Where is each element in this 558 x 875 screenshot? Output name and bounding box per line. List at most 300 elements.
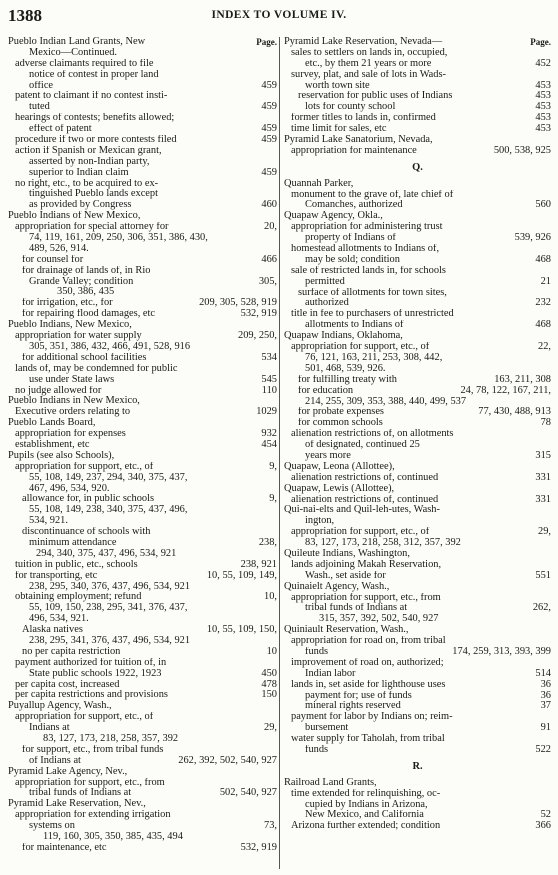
index-subentry-line <box>284 691 551 702</box>
page-reference: 450 <box>261 668 277 679</box>
index-subentry-line <box>8 179 277 190</box>
page-reference: 453 <box>535 113 551 124</box>
page-reference: 9, <box>269 494 277 505</box>
index-subentry-line <box>8 788 277 799</box>
right-index-column <box>284 37 551 832</box>
entry-text: sales to settlers on lands in, occupied, <box>291 47 448 58</box>
page-reference: 52 <box>540 810 551 821</box>
entry-text: New Mexico, and California <box>305 810 424 821</box>
entry-text: water supply for Taholah, from tribal <box>291 734 445 745</box>
index-subentry-line <box>8 494 277 505</box>
entry-text: effect of patent <box>29 124 92 135</box>
index-subentry-line <box>284 386 551 397</box>
page-reference: 22, <box>538 342 551 353</box>
index-entry-heading <box>8 37 277 48</box>
index-entry-heading <box>284 582 551 593</box>
index-subentry-line <box>8 266 277 277</box>
index-entry-heading <box>8 396 277 407</box>
entry-text: lands in, set aside for lighthouse uses <box>291 679 446 690</box>
entry-text: Quinaielt Agency, Wash., <box>284 581 390 592</box>
entry-text: authorized <box>305 298 349 309</box>
index-subentry-line <box>284 451 551 462</box>
page-reference: 37 <box>540 701 551 712</box>
entry-text: surface of allotments for town sites, <box>298 287 447 298</box>
page-reference: 534 <box>261 352 277 363</box>
index-entry-heading <box>8 418 277 429</box>
index-subentry-line <box>284 375 551 386</box>
entry-text: 467, 496, 534, 920. <box>29 483 110 494</box>
index-subentry-line <box>284 571 551 582</box>
entry-text: funds <box>305 745 329 755</box>
index-entry-heading <box>8 320 277 331</box>
index-subentry-line <box>8 331 277 342</box>
index-entry-heading <box>8 451 277 462</box>
index-subentry-line <box>8 353 277 364</box>
entry-text: 214, 255, 309, 353, 388, 440, 499, 537 <box>305 396 467 407</box>
index-subentry-line <box>284 244 551 255</box>
entry-text: permitted <box>305 276 345 287</box>
page-reference: 453 <box>535 124 551 135</box>
page-reference: 453 <box>535 102 551 113</box>
page-reference: 21 <box>540 276 551 287</box>
index-subentry-line <box>284 745 551 756</box>
entry-text: Pueblo Indians, New Mexico, <box>8 320 132 331</box>
index-subentry-line <box>8 298 277 309</box>
page-reference: 91 <box>540 723 551 734</box>
index-subentry-line <box>8 255 277 266</box>
entry-text: Pyramid Lake Reservation, Nev., <box>8 799 146 810</box>
index-subentry-line <box>284 723 551 734</box>
page-title: INDEX TO VOLUME IV. <box>211 9 347 21</box>
index-subentry-line <box>8 516 277 527</box>
page-reference: 29, <box>538 527 551 538</box>
index-subentry-line <box>8 690 277 701</box>
entry-text: Pyramid Lake Agency, Nev., <box>8 766 128 777</box>
entry-text: no judge allowed for <box>15 385 102 396</box>
entry-text: payment for labor by Indians on; reim- <box>291 712 453 723</box>
entry-text: 305, 351, 386, 432, 466, 491, 528, 916 <box>29 341 191 352</box>
index-subentry-line <box>284 407 551 418</box>
entry-text: for common schools <box>298 418 383 429</box>
page-reference: 36 <box>540 690 551 701</box>
entry-text: 294, 340, 375, 437, 496, 534, 921 <box>36 548 177 559</box>
entry-text: use under State laws <box>29 374 115 385</box>
index-entry-heading <box>284 331 551 342</box>
index-subentry-line <box>8 91 277 102</box>
index-entry-heading <box>284 37 551 48</box>
index-subentry-line <box>8 135 277 146</box>
page-reference: 73, <box>264 821 277 832</box>
index-subentry-line <box>284 734 551 745</box>
index-subentry-line <box>8 146 277 157</box>
entry-text: action if Spanish or Mexican grant, <box>15 145 162 156</box>
entry-text: former titles to lands in, confirmed <box>291 113 436 124</box>
index-subentry-line <box>8 614 277 625</box>
index-subentry-line <box>284 222 551 233</box>
entry-text: Puyallup Agency, Wash., <box>8 701 112 712</box>
entry-text: appropriation for support, etc., of <box>15 461 154 472</box>
entry-text: cupied by Indians in Arizona, <box>305 799 428 810</box>
index-subentry-line <box>284 658 551 669</box>
entry-text: Quileute Indians, Washington, <box>284 548 410 559</box>
index-subentry-line <box>284 353 551 364</box>
entry-text: 534, 921. <box>29 516 68 527</box>
page-reference: 468 <box>535 254 551 265</box>
entry-text: for counsel for <box>22 254 84 265</box>
page-reference: 468 <box>535 320 551 331</box>
entry-text: tuition in public, etc., schools <box>15 559 138 570</box>
index-subentry-line <box>284 200 551 211</box>
index-section-letter <box>284 163 551 174</box>
index-subentry-line <box>284 190 551 201</box>
page-reference: 452 <box>535 58 551 69</box>
index-subentry-line <box>284 516 551 527</box>
page-reference: 453 <box>535 80 551 91</box>
entry-text: appropriation for support, etc., from <box>291 592 441 603</box>
page-reference: 1029 <box>256 407 277 418</box>
page-reference: 232 <box>535 298 551 309</box>
page-reference: 9, <box>269 461 277 472</box>
index-entry-heading <box>284 625 551 636</box>
entry-text: 55, 108, 149, 238, 340, 375, 437, 496, <box>29 505 188 516</box>
index-subentry-line <box>284 81 551 92</box>
entry-text: no per capita restriction <box>22 646 121 657</box>
entry-text: 315, 357, 392, 502, 540, 927 <box>319 614 439 625</box>
index-entry-heading <box>284 778 551 789</box>
entry-text: sale of restricted lands in, for schools <box>291 265 446 276</box>
index-subentry-line <box>284 440 551 451</box>
page-reference: 454 <box>261 439 277 450</box>
entry-text: Executive orders relating to <box>15 407 131 418</box>
index-subentry-line <box>8 462 277 473</box>
page-column-header: Page. <box>256 37 277 47</box>
entry-text: adverse claimants required to file <box>15 58 154 69</box>
index-subentry-line <box>8 636 277 647</box>
entry-text: 74, 119, 161, 209, 250, 306, 351, 386, 430, <box>29 233 208 244</box>
entry-text: years more <box>305 450 351 461</box>
index-subentry-line <box>284 146 551 157</box>
entry-text: title in fee to purchasers of unrestricted <box>291 309 454 320</box>
page-reference: 29, <box>264 723 277 734</box>
page-reference: 110 <box>261 385 277 396</box>
page-reference: 238, <box>258 537 277 548</box>
index-subentry-line <box>8 625 277 636</box>
column-divider <box>279 37 280 869</box>
page-reference: 262, <box>532 603 551 614</box>
entry-text: allowance for, in public schools <box>22 494 155 505</box>
entry-text: for repairing flood damages, etc <box>22 309 156 320</box>
entry-text: etc., by them 21 years or more <box>305 58 432 69</box>
entry-text: 496, 534, 921. <box>29 614 89 625</box>
index-subentry-line <box>284 277 551 288</box>
index-subentry-line <box>8 549 277 560</box>
page-reference: 10, 55, 109, 149, <box>206 570 277 581</box>
entry-text: for maintenance, etc <box>22 842 107 853</box>
index-subentry-line <box>8 723 277 734</box>
entry-text: asserted by non-Indian party, <box>29 156 150 167</box>
entry-text: mineral rights reserved <box>305 701 401 712</box>
index-subentry-line <box>8 658 277 669</box>
entry-text: office <box>29 80 54 91</box>
index-subentry-line <box>8 571 277 582</box>
page-reference: 262, 392, 502, 540, 927 <box>178 755 277 766</box>
page-reference: 522 <box>535 745 551 755</box>
index-subentry-line <box>284 102 551 113</box>
entry-text: appropriation for maintenance <box>291 145 417 156</box>
index-subentry-line <box>284 603 551 614</box>
entry-text: may be sold; condition <box>305 254 400 265</box>
index-subentry-line <box>8 375 277 386</box>
entry-text: Pueblo Lands Board, <box>8 418 96 429</box>
page-reference: 459 <box>261 80 277 91</box>
index-subentry-line <box>8 832 277 843</box>
index-subentry-line <box>284 680 551 691</box>
index-subentry-line <box>284 255 551 266</box>
page-reference: 459 <box>261 167 277 178</box>
entry-text: Mexico—Continued. <box>29 47 118 58</box>
index-subentry-line <box>284 59 551 70</box>
index-subentry-line <box>8 168 277 179</box>
page-reference: 315 <box>535 450 551 461</box>
page-reference: 459 <box>261 135 277 146</box>
page-reference: 460 <box>261 200 277 211</box>
index-subentry-line <box>8 277 277 288</box>
index-subentry-line <box>8 200 277 211</box>
entry-text: Quapaw, Lewis (Allottee), <box>284 483 395 494</box>
page-reference: 539, 926 <box>514 233 551 244</box>
index-entry-heading <box>8 211 277 222</box>
index-subentry-line <box>284 298 551 309</box>
index-subentry-line <box>8 429 277 440</box>
index-subentry-line <box>8 745 277 756</box>
page-reference: 459 <box>261 102 277 113</box>
index-subentry-line <box>284 48 551 59</box>
entry-text: establishment, etc <box>15 439 90 450</box>
index-subentry-line <box>284 538 551 549</box>
index-subentry-line <box>284 636 551 647</box>
entry-text: ington, <box>305 516 335 527</box>
entry-text: appropriation for extending irrigation <box>15 810 171 821</box>
page-reference: 150 <box>261 690 277 701</box>
index-subentry-line <box>284 560 551 571</box>
entry-text: Railroad Land Grants, <box>284 777 377 788</box>
index-subentry-line <box>8 810 277 821</box>
entry-text: R. <box>412 761 423 772</box>
entry-text: monument to the grave of, late chief of <box>291 189 454 200</box>
entry-text: 501, 468, 539, 926. <box>305 363 386 374</box>
page-reference: 10, 55, 109, 150, <box>206 625 277 636</box>
page-reference: 545 <box>261 374 277 385</box>
entry-text: Pyramid Lake Reservation, Nevada— <box>284 37 443 47</box>
entry-text: as provided by Congress <box>29 200 132 211</box>
index-subentry-line <box>284 113 551 124</box>
index-subentry-line <box>8 843 277 854</box>
entry-text: for support, etc., from tribal funds <box>22 744 164 755</box>
index-subentry-line <box>8 538 277 549</box>
index-subentry-line <box>284 712 551 723</box>
page-reference: 163, 211, 308 <box>494 374 551 385</box>
page-reference: 466 <box>261 254 277 265</box>
entry-text: Quapaw, Leona (Allottee), <box>284 461 395 472</box>
entry-text: survey, plat, and sale of lots in Wads- <box>291 69 446 80</box>
page-reference: 24, 78, 122, 167, 211, <box>460 385 551 396</box>
page-reference: 77, 430, 488, 913 <box>478 407 551 418</box>
entry-text: Q. <box>412 162 423 173</box>
entry-text: 238, 295, 340, 376, 437, 496, 534, 921 <box>29 581 191 592</box>
index-subentry-line <box>8 233 277 244</box>
index-subentry-line <box>8 222 277 233</box>
page-reference: 174, 259, 313, 393, 399 <box>452 646 551 657</box>
page-reference: 36 <box>540 679 551 690</box>
page-reference: 502, 540, 927 <box>219 788 277 799</box>
index-subentry-line <box>284 91 551 102</box>
page-reference: 453 <box>535 91 551 102</box>
entry-text: 83, 127, 173, 218, 258, 357, 392 <box>43 734 179 744</box>
entry-text: appropriation for expenses <box>15 429 126 440</box>
index-subentry-line <box>8 680 277 691</box>
index-subentry-line <box>284 309 551 320</box>
entry-text: for irrigation, etc., for <box>22 298 113 309</box>
entry-text: tribal funds of Indians at <box>305 603 408 614</box>
index-subentry-line <box>8 244 277 255</box>
index-subentry-line <box>8 189 277 200</box>
index-subentry-line <box>284 429 551 440</box>
page-reference: 532, 919 <box>240 309 277 320</box>
index-subentry-line <box>284 320 551 331</box>
index-subentry-line <box>8 821 277 832</box>
index-subentry-line <box>284 800 551 811</box>
index-subentry-line <box>8 712 277 723</box>
index-entry-heading <box>8 767 277 778</box>
entry-text: bursement <box>305 723 349 734</box>
entry-text: Quiniault Reservation, Wash., <box>284 625 409 636</box>
index-subentry-line <box>8 778 277 789</box>
index-subentry-line <box>284 342 551 353</box>
entry-text: per capita restrictions and provisions <box>15 690 168 701</box>
entry-text: Comanches, authorized <box>305 200 403 211</box>
index-subentry-line <box>8 59 277 70</box>
index-entry-heading <box>284 484 551 495</box>
entry-text: per capita cost, increased <box>15 679 120 690</box>
index-entry-heading <box>284 549 551 560</box>
index-subentry-line <box>8 364 277 375</box>
page-reference: 305, <box>258 276 277 287</box>
entry-text: Arizona further extended; condition <box>291 821 441 832</box>
index-subentry-line <box>8 484 277 495</box>
index-subentry-line <box>284 418 551 429</box>
page-reference: 331 <box>535 494 551 505</box>
entry-text: discontinuance of schools with <box>22 527 151 538</box>
index-section-letter <box>284 762 551 773</box>
index-subentry-line <box>284 593 551 604</box>
entry-text: Quapaw Agency, Okla., <box>284 211 383 222</box>
index-subentry-line <box>8 81 277 92</box>
entry-text: appropriation for administering trust <box>291 222 443 233</box>
page-column-header: Page. <box>530 37 551 47</box>
page-header <box>0 6 558 26</box>
entry-text: Wash., set aside for <box>305 570 386 581</box>
entry-text: procedure if two or more contests filed <box>15 135 177 146</box>
page-reference: 331 <box>535 472 551 483</box>
entry-text: Indian labor <box>305 668 356 679</box>
index-subentry-line <box>284 789 551 800</box>
entry-text: worth town site <box>305 80 370 91</box>
index-subentry-line <box>8 124 277 135</box>
entry-text: lots for county school <box>305 102 396 113</box>
index-subentry-line <box>284 288 551 299</box>
entry-text: improvement of road on, authorized; <box>291 657 444 668</box>
page-reference: 20, <box>264 222 277 233</box>
entry-text: Pueblo Indian Land Grants, New <box>8 37 146 47</box>
entry-text: Pyramid Lake Sanatorium, Nevada, <box>284 135 433 146</box>
entry-text: State public schools 1922, 1923 <box>29 668 162 679</box>
entry-text: Pueblo Indians in New Mexico, <box>8 396 140 407</box>
index-subentry-line <box>8 157 277 168</box>
index-subentry-line <box>8 113 277 124</box>
entry-text: 489, 526, 914. <box>29 243 89 254</box>
entry-text: for additional school facilities <box>22 352 147 363</box>
page-reference: 366 <box>535 821 551 832</box>
entry-text: no right, etc., to be acquired to ex- <box>15 178 159 189</box>
index-subentry-line <box>284 614 551 625</box>
index-entry-heading <box>8 799 277 810</box>
entry-text: 350, 386, 435 <box>57 287 115 298</box>
index-entry-heading <box>284 462 551 473</box>
index-subentry-line <box>8 70 277 81</box>
page-reference: 209, 305, 528, 919 <box>199 298 277 309</box>
entry-text: systems on <box>29 821 75 832</box>
page-reference: 238, 921 <box>240 559 277 570</box>
entry-text: for education <box>298 385 354 396</box>
index-subentry-line <box>8 560 277 571</box>
page-reference: 514 <box>535 668 551 679</box>
entry-text: allotments to Indians of <box>305 320 404 331</box>
entry-text: Pupils (see also Schools), <box>8 450 115 461</box>
entry-text: appropriation for support, etc., of <box>291 342 430 353</box>
entry-text: homestead allotments to Indians of, <box>291 244 440 255</box>
index-subentry-line <box>8 48 277 59</box>
entry-text: appropriation for support, etc., from <box>15 777 165 788</box>
entry-text: lands adjoining Makah Reservation, <box>291 559 442 570</box>
entry-text: 76, 121, 163, 211, 253, 308, 442, <box>305 352 443 363</box>
entry-text: Quapaw Indians, Oklahoma, <box>284 331 403 342</box>
entry-text: 238, 295, 341, 376, 437, 496, 534, 921 <box>29 635 191 646</box>
entry-text: Qui-nai-elts and Quil-leh-utes, Wash- <box>284 505 440 516</box>
entry-text: appropriation for support, etc., of <box>291 527 430 538</box>
page-reference: 10 <box>266 646 277 657</box>
index-subentry-line <box>284 669 551 680</box>
entry-text: Quannah Parker, <box>284 178 354 189</box>
entry-text: 83, 127, 173, 218, 258, 312, 357, 392 <box>305 538 461 549</box>
index-subentry-line <box>284 124 551 135</box>
index-subentry-line <box>8 527 277 538</box>
entry-text: Pueblo Indians of New Mexico, <box>8 211 141 222</box>
index-entry-heading <box>284 505 551 516</box>
entry-text: appropriation for special attorney for <box>15 222 169 233</box>
entry-text: for drainage of lands of, in Rio <box>22 265 151 276</box>
index-subentry-line <box>284 266 551 277</box>
entry-text: time extended for relinquishing, oc- <box>291 788 441 799</box>
index-subentry-line <box>8 592 277 603</box>
entry-text: 119, 160, 305, 350, 385, 435, 494 <box>43 832 183 843</box>
entry-text: appropriation for support, etc., of <box>15 712 154 723</box>
index-subentry-line <box>8 287 277 298</box>
index-subentry-line <box>284 473 551 484</box>
entry-text: tinguished Pueblo lands except <box>29 189 158 200</box>
entry-text: obtaining employment; refund <box>15 592 142 603</box>
entry-text: property of Indians of <box>305 233 396 244</box>
entry-text: funds <box>305 646 329 657</box>
